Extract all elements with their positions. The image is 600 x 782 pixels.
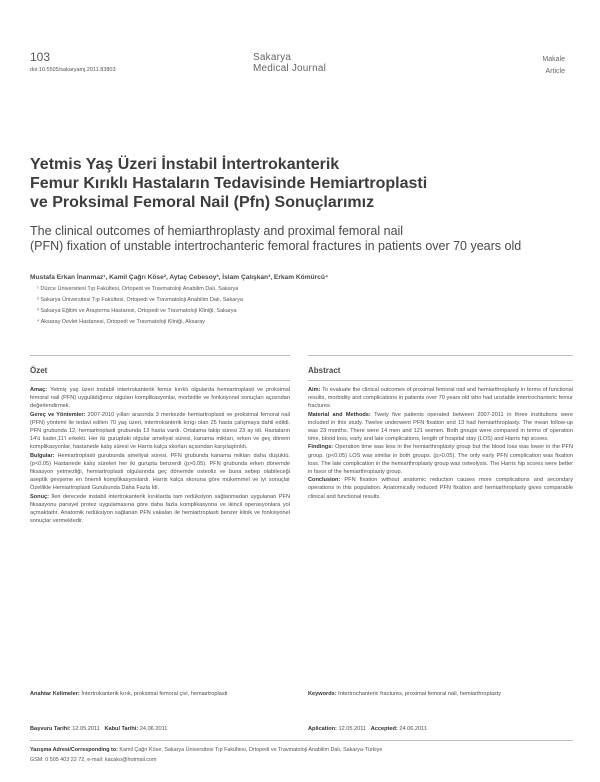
abstract-dates [308,725,573,733]
authors: Mustafa Erkan İnanmaz¹, Kamil Çağrı Köse², Aytaç Cebesoy³, İslam Çalışkan³, Erkam Kömürcü⁴ [30,274,329,281]
abstract-keywords [308,690,573,698]
abstract-keywords-label: Keywords: [308,691,337,697]
abstract-methods-paragraph [308,411,573,444]
ozet-methods-paragraph [30,411,290,452]
abstract-methods-text: Twety five patients operated between 2007-2011 in three institutions were included in this study. Twelve underwent PFN fixation and 13 had hemiarthroplasty. The mean follow-up was 23 months. There were 14 men and 121 women. Both groups were compared in terms of operation time, blood loss, early and late complications, length of hospital stay (LOS) and Harris hip scores. [308,411,573,443]
abstract-date1: 12.05.2011 [338,726,367,732]
ozet-results-paragraph [30,452,290,493]
ozet-conclusion-text: İleri derecede instabil intertrokanterik kırıklarda tam redüksiyon sağlanmadan uygulanan PFN fiksasyonu parsiyel protez uygulamasına göre daha fazla komplikasyona ve ikincil operasyonlara yol açmaktadır. Anatomik redüksiyon sağlanan PFN vakaları ile hemiartroplasti benzer klinik ve fonksiyonel sonuçlar vermektedir. [30,493,290,525]
abstract-keywords-text: Intertrochanteric fractures, proximal femoral nail, hemiarthroplasty [338,691,502,697]
divider [308,380,573,381]
corresponding-label: Yazışma Adresi/Corresponding to: [30,747,118,753]
affiliation: ² Sakarya Üniversitesi Tıp Fakültesi, Ortopedi ve Travmatoloji Anabilim Dalı, Sakarya [37,297,243,303]
ozet-aim-text: Yetmiş yaş üzeri instabil intertrokanterik femur kırıklı olgularda hemiartroplasti ve proksimal femoral nail (PFN) uygulādığımız olguları komplikasyonlar, morbidite ve fonksiyonel sonuçları açısından değerlendirmek. [30,387,291,410]
abstract-conclusion-paragraph [308,476,573,501]
abstract-heading: Abstract [308,366,341,375]
divider [30,380,290,381]
divider [30,740,573,741]
ozet-heading: Özet [30,366,48,375]
ozet-methods-label: Gereç ve Yöntemler: [30,411,86,418]
affiliation: ¹ Düzce Üniversitesi Tıp Fakültesi, Ortopedi ve Travmatoloji Anabilim Dalı, Sakarya [37,286,239,292]
title-tr-line: ve Proksimal Femoral Nail (Pfn) Sonuçlarımız [30,194,375,211]
ozet-methods-text: 2007-2010 yılları arasında 3 merkezde hemiartroplasti ve proksimal femoral nail (PFN) yöntemi ile tedavi edilen 70 yaş üzeri, intertrokanterik kırıgı olan 25 hasta çalışmaya dahil edildi. PFN grubunda 12, hemiartroplasti grubunda 13 hasta vardı. Ortalama takip süresi 23 ay idi. Hastaların 14'ü kadın,11'i erkekti. Her iki guruptaki olgular ameliyat süresi, kanama miktarı, erken ve geç dönem komplikasyonlar, hastanede kalış süresi ve Harris kalça skorları açısından karşılaştırıldı. [30,411,290,451]
title-english [30,224,575,254]
affiliation: ⁴ Aksaray Devlet Hastanesi, Ortopedi ve Travmatoloji Kliniği, Aksaray [37,319,206,325]
divider [308,355,573,356]
ozet-keywords [30,690,290,698]
abstract-findings-paragraph [308,443,573,476]
title-tr-line: Yetmis Yaş Üzeri İnstabil İntertrokanterik [30,156,340,173]
ozet-date2-label: Kabul Tarihi: [104,726,139,732]
title-turkish [30,155,570,212]
corresponding-text: Kamil Çağrı Köse, Sakarya Üniversitesi Tıp Fakültesi, Ortopedi ve Travmatoloji Anabilim Dalı, Sakarya-Türkiye [119,747,383,753]
ozet-date2: 24.06.2011 [139,726,168,732]
abstract-conclusion-text: PFN fixation without anatomic reduction causes more complications and secondary operations in this population. Anatomically reduced PFN fixation and hemiarthroplasty gives comparable clinical and functional results. [308,477,574,500]
ozet-conclusion-label: Sonuç: [30,493,49,500]
abstract-findings-label: Findings: [308,444,334,451]
ozet-date1-label: Başvuru Tarihi: [30,726,71,732]
ozet-keywords-label: Anahtar Kelimeler: [30,691,80,697]
abstract-aim-paragraph [308,386,573,411]
ozet-date1: 12.05.2011 [72,726,100,732]
ozet-dates [30,725,290,733]
abstract-date2: 24.06.2011 [399,726,427,732]
affiliation: ³ Sakarya Eğitim ve Araştırma Hastaresi, Ortopedi ve Travmatoloji Kliniği, Sakarya [37,308,237,314]
doi: doi:10.5505/sakaryamj.2011.83803 [30,67,116,73]
journal-name-line2: Medical Journal [253,63,327,74]
corresponding-address [30,747,575,753]
divider [30,355,290,356]
abstract-aim-label: Aim: [308,387,321,393]
ozet-keywords-text: İntertrokanterik kırık, proksimal femoral çivi, hemiartroplasti [81,691,228,697]
abstract-conclusion-label: Conclusion: [308,477,341,484]
page-number: 103 [30,50,51,64]
ozet-conclusion-paragraph [30,493,290,526]
title-en-line: (PFN) fixation of unstable intertrochanteric femoral fractures in patients over 70 years old [30,239,522,253]
ozet-results-label: Bulgular: [30,452,55,459]
ozet-aim-paragraph [30,386,290,411]
contact-info: GSM: 0 505 403 22 72, e-mail: kacako@hotmail.com [30,757,157,763]
article-type-tr: Makale [542,56,565,63]
ozet-aim-label: Amaç: [30,387,48,393]
abstract-date1-label: Aplication: [308,726,337,732]
ozet-body [30,386,290,525]
title-tr-line: Femur Kırıklı Hastaların Tedavisinde Hemiartroplasti [30,175,428,192]
abstract-body [308,386,573,501]
article-type-en: Article [545,68,565,75]
abstract-findings-text: Operation time was less in the hemiarthroplasty group but the blood loss was lower in the PFN group. (p<0.05) LOS was similar in both groups. (p>0.05). The only early PFN complication was fixation loss. The late complication in the hemiarthroplasty group was osteolysis. The Harris hip scores were better in favor of the hemiarthroplasty group. [308,444,573,476]
abstract-date2-label: Accepted: [370,726,398,732]
ozet-results-text: Hemiartroplasti gurubunda ameliyat süresi, PFN grubunda kanama miktarı daha düşüktü. (p<0.05) Hastanede kalış süreleri her iki gurupta benzerdi (p>0.05). PFN grubunda erken dönemde fiksasyon yetmezliği, hemiartroplasti olgularında geç dönemde osteoliz ve buna sebep olabileceği aseptik gevşeme en önemli komplikasyonlardı. Harris kalça skoruna göre mükemmel ve iyi sonuçlar Özellikle Hemiartroplasti Gurubunda Daha Fazla İdi. [30,452,290,492]
journal-name-line1: Sakarya [253,52,292,63]
abstract-methods-label: Material and Methods: [308,411,371,418]
title-en-line: The clinical outcomes of hemiarthroplasty and proximal femoral nail [30,224,404,238]
abstract-aim-text: To evaluate the clinical outcomes of proximal femoral nail and hemiarthroplasty in terms of functional results, morbidity and complications in patients over 70 years old who had unstable intertrochanteric femur fractures. [308,387,574,410]
